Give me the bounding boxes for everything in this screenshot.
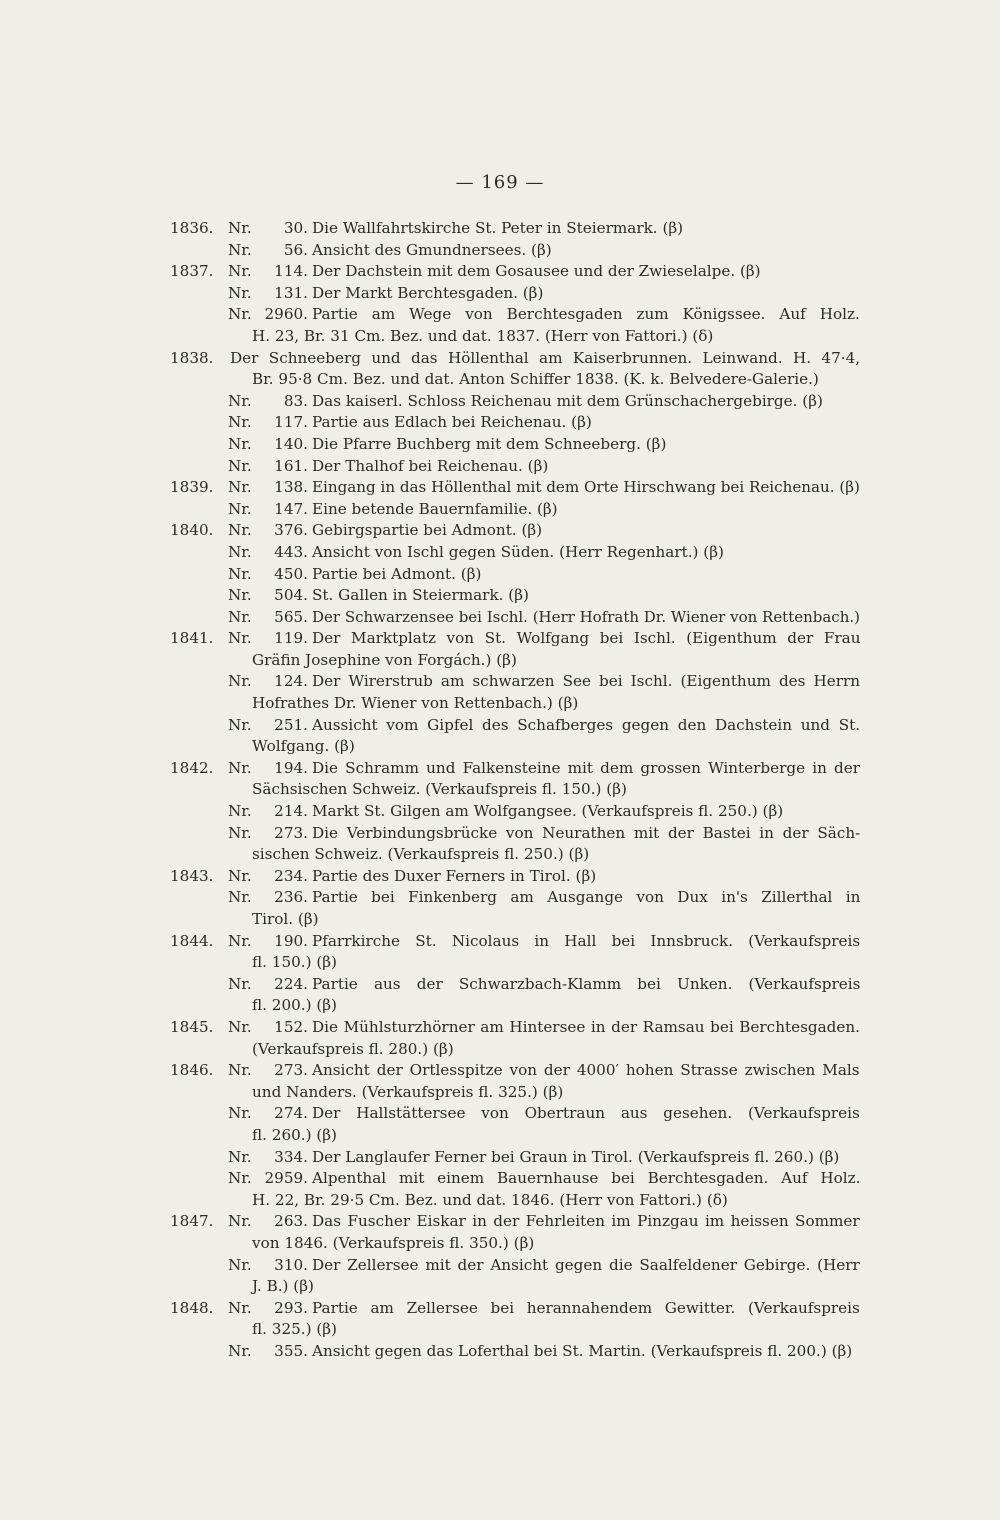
entry-nr-label: Nr. [228,240,252,259]
entry-nr-label: Nr. [228,672,252,691]
entry-number: 263. [274,1212,308,1231]
entry-nr-label: Nr. [228,1017,252,1036]
entry-text-line: Sächsischen Schweiz. (Verkaufspreis fl. 150.) (β) [252,780,627,799]
entry-nr-label: Nr. [228,564,252,583]
entry-nr-label: Nr. [228,1341,252,1360]
entry-number: 355. [274,1341,308,1360]
entry-nr-label: Nr. [228,305,252,324]
entry-number: 214. [274,802,308,821]
entry-number: 234. [274,866,308,885]
entry-text-line: Der Hallstättersee von Obertraun aus gesehen. (Verkaufspreis [312,1104,860,1123]
entry-nr-label: Nr. [228,391,252,410]
catalogue-entry [170,628,860,671]
entry-year: 1838. [170,348,214,367]
entry-nr-label: Nr. [228,931,252,950]
entry-text-line: Aussicht vom Gipfel des Schafberges gegen den Dachstein und St. [312,715,861,734]
entry-nr-label: Nr. [228,1212,252,1231]
catalogue-entry [170,240,860,262]
catalogue-entry [170,520,860,542]
entry-text-line: Ansicht gegen das Loferthal bei St. Martin. (Verkaufspreis fl. 200.) (β) [312,1341,853,1360]
entry-text-line: fl. 325.) (β) [252,1320,337,1339]
entry-number: 274. [274,1104,308,1123]
entry-nr-label: Nr. [228,802,252,821]
catalogue-entry [170,477,860,499]
entry-number: 273. [274,823,308,842]
entry-year: 1841. [170,629,214,648]
entry-number: 224. [274,974,308,993]
page-number: — 169 — [455,172,545,193]
entry-nr-label: Nr. [228,1169,252,1188]
entry-number: 30. [283,219,308,237]
catalogue-entry [170,1298,860,1341]
entry-number: 310. [274,1255,308,1274]
entry-text-line: Das kaiserl. Schloss Reichenau mit dem Grünschachergebirge. (β) [312,391,823,410]
entry-nr-label: Nr. [228,478,252,497]
catalogue-entry [170,585,860,607]
entry-text-line: Der Markt Berchtesgaden. (β) [312,283,544,302]
entry-text-line: Partie aus Edlach bei Reichenau. (β) [312,413,592,432]
catalogue-entry [170,304,860,347]
entry-text-line: von 1846. (Verkaufspreis fl. 350.) (β) [252,1233,535,1252]
entry-text-line: Die Schramm und Falkensteine mit dem grossen Winterberge in der [312,758,861,777]
catalogue-entry [170,434,860,456]
entry-text-line: J. B.) (β) [252,1277,314,1296]
entry-number: 161. [274,456,308,475]
entry-nr-label: Nr. [228,715,252,734]
catalogue-entry [170,823,860,866]
entry-text-line: fl. 200.) (β) [252,996,337,1015]
entry-text-line: Partie bei Finkenberg am Ausgange von Dux in's Zillerthal in [312,888,861,907]
entry-nr-label: Nr. [228,866,252,885]
catalogue-entry [170,866,860,888]
entry-number: 152. [274,1017,308,1036]
entry-nr-label: Nr. [228,758,252,777]
entry-text-line: Der Dachstein mit dem Gosausee und der Zwieselalpe. (β) [312,262,761,281]
entry-number: 114. [274,262,308,281]
entry-nr-label: Nr. [228,974,252,993]
catalogue-entry [170,671,860,714]
entry-text-line: H. 22, Br. 29·5 Cm. Bez. und dat. 1846. (Herr von Fattori.) (δ) [252,1190,728,1209]
entry-text-line: Der Wirerstrub am schwarzen See bei Ischl. (Eigenthum des Herrn [312,672,861,691]
entry-text-line: Der Langlaufer Ferner bei Graun in Tirol. (Verkaufspreis fl. 260.) (β) [312,1147,840,1166]
entry-number: 190. [274,931,308,950]
entry-number: 376. [274,521,308,540]
entry-text-line: Die Mühlsturzhörner am Hintersee in der Ramsau bei Berchtesgaden. [312,1017,860,1036]
catalogue-entry [170,1060,860,1103]
entry-nr-label: Nr. [228,219,252,237]
entry-number: 504. [274,586,308,605]
catalogue-entry [170,1103,860,1146]
entry-number: 138. [274,478,308,497]
catalogue-entry [170,974,860,1017]
entry-text-line: Hofrathes Dr. Wiener von Rettenbach.) (β) [252,694,579,713]
entry-text-line: Eingang in das Höllenthal mit dem Orte Hirschwang bei Reichenau. (β) [312,478,860,497]
entry-year: 1847. [170,1212,214,1231]
entry-text-line: Ansicht von Ischl gegen Süden. (Herr Regenhart.) (β) [312,542,724,561]
catalogue-entry [170,218,860,240]
catalogue-entry [170,1211,860,1254]
entry-year: 1844. [170,931,214,950]
entry-nr-label: Nr. [228,586,252,605]
entry-text-line: Der Schwarzensee bei Ischl. (Herr Hofrath Dr. Wiener von Rettenbach.) [312,607,860,626]
catalogue-entry [170,542,860,564]
entry-number: 2959. [264,1169,308,1188]
entry-text-line: Partie bei Admont. (β) [312,564,482,583]
entry-text-line: Markt St. Gilgen am Wolfgangsee. (Verkaufspreis fl. 250.) (β) [312,802,784,821]
entry-number: 56. [283,240,308,259]
entry-number: 140. [274,434,308,453]
entry-text-line: fl. 150.) (β) [252,953,337,972]
entry-text-line: Der Marktplatz von St. Wolfgang bei Ischl. (Eigenthum der Frau [312,629,861,648]
entry-text-line: St. Gallen in Steiermark. (β) [312,586,529,605]
entry-text-line: Der Zellersee mit der Ansicht gegen die Saalfeldener Gebirge. (Herr [312,1255,860,1274]
entry-nr-label: Nr. [228,499,252,518]
catalogue-entry [170,715,860,758]
catalogue-entry [170,261,860,283]
entry-number: 443. [274,542,308,561]
entry-year: 1842. [170,758,214,777]
catalogue-entry [170,1341,860,1363]
catalogue-entry [170,607,860,629]
catalogue-entry [170,456,860,478]
entry-text-line: sischen Schweiz. (Verkaufspreis fl. 250.) (β) [252,845,590,864]
entry-number: 565. [274,607,308,626]
entry-year: 1845. [170,1017,214,1036]
catalogue-entry [170,564,860,586]
entry-nr-label: Nr. [228,888,252,907]
entry-nr-label: Nr. [228,1061,252,1080]
entry-number: 124. [274,672,308,691]
entry-nr-label: Nr. [228,413,252,432]
catalogue-entry [170,1147,860,1169]
entry-number: 119. [274,629,308,648]
catalogue-entry [170,1255,860,1298]
catalogue-entry [170,801,860,823]
entry-text-line: Der Schneeberg und das Höllenthal am Kaiserbrunnen. Leinwand. H. 47·4, [230,348,861,367]
catalogue-entry [170,1168,860,1211]
entry-number: 117. [274,413,308,432]
entry-nr-label: Nr. [228,456,252,475]
entry-nr-label: Nr. [228,434,252,453]
entry-text-line: Der Thalhof bei Reichenau. (β) [312,456,549,475]
catalogue-entry [170,931,860,974]
entry-text-line: Die Wallfahrtskirche St. Peter in Steiermark. (β) [312,219,684,237]
entry-number: 273. [274,1061,308,1080]
catalogue-entry [170,412,860,434]
entry-text-line: Pfarrkirche St. Nicolaus in Hall bei Innsbruck. (Verkaufspreis [312,931,861,950]
entry-nr-label: Nr. [228,521,252,540]
entry-nr-label: Nr. [228,823,252,842]
entry-year: 1846. [170,1061,214,1080]
entry-text-line: Partie am Zellersee bei herannahendem Gewitter. (Verkaufspreis [312,1298,860,1317]
entry-text-line: Gräfin Josephine von Forgách.) (β) [252,650,517,669]
catalogue-entry [170,348,860,391]
entry-year: 1840. [170,521,214,540]
entry-nr-label: Nr. [228,629,252,648]
entry-text-line: und Nanders. (Verkaufspreis fl. 325.) (β) [252,1082,564,1101]
entry-text-line: fl. 260.) (β) [252,1125,337,1144]
catalogue-entry [170,283,860,305]
entry-year: 1839. [170,478,214,497]
entry-nr-label: Nr. [228,1298,252,1317]
entry-text-line: Tirol. (β) [252,910,319,928]
entry-list [170,218,860,1362]
entry-nr-label: Nr. [228,607,252,626]
entry-text-line: Das Fuscher Eiskar in der Fehrleiten im Pinzgau im heissen Sommer [312,1212,860,1231]
entry-text-line: Ansicht der Ortlesspitze von der 4000′ hohen Strasse zwischen Mals [312,1061,860,1080]
entry-text-line: Ansicht des Gmundnersees. (β) [312,240,552,259]
catalogue-entry [170,499,860,521]
entry-nr-label: Nr. [228,283,252,302]
entry-text-line: (Verkaufspreis fl. 280.) (β) [252,1039,454,1058]
catalogue-entry [170,1017,860,1060]
entry-number: 236. [274,888,308,907]
entry-number: 293. [274,1298,308,1317]
entry-number: 194. [274,758,308,777]
entry-number: 2960. [264,305,308,324]
entry-text-line: Br. 95·8 Cm. Bez. und dat. Anton Schiffer 1838. (K. k. Belvedere-Galerie.) [252,370,819,389]
entry-number: 131. [274,283,308,302]
entry-text-line: Partie des Duxer Ferners in Tirol. (β) [312,866,597,885]
entry-text-line: H. 23, Br. 31 Cm. Bez. und dat. 1837. (Herr von Fattori.) (δ) [252,326,714,345]
entry-year: 1848. [170,1298,214,1317]
entry-nr-label: Nr. [228,1104,252,1123]
entry-number: 450. [274,564,308,583]
entry-nr-label: Nr. [228,262,252,281]
entry-number: 83. [283,391,308,410]
entry-nr-label: Nr. [228,542,252,561]
entry-text-line: Partie aus der Schwarzbach-Klamm bei Unken. (Verkaufspreis [312,974,861,993]
entry-text-line: Wolfgang. (β) [252,737,355,756]
entry-year: 1843. [170,866,214,885]
entry-text-line: Alpenthal mit einem Bauernhause bei Berchtesgaden. Auf Holz. [312,1169,861,1188]
entry-number: 334. [274,1147,308,1166]
entry-number: 147. [274,499,308,518]
catalogue-entry [170,887,860,930]
entry-text-line: Gebirgspartie bei Admont. (β) [312,521,543,540]
entry-year: 1836. [170,219,214,237]
catalogue-entry [170,391,860,413]
entry-text-line: Die Pfarre Buchberg mit dem Schneeberg. (β) [312,434,667,453]
entry-nr-label: Nr. [228,1255,252,1274]
entry-text-line: Eine betende Bauernfamilie. (β) [312,499,558,518]
entry-text-line: Die Verbindungsbrücke von Neurathen mit der Bastei in der Säch- [312,823,861,842]
catalogue-entry [170,758,860,801]
entry-text-line: Partie am Wege von Berchtesgaden zum Königssee. Auf Holz. [312,305,860,324]
entry-number: 251. [274,715,308,734]
entry-year: 1837. [170,262,214,281]
entry-nr-label: Nr. [228,1147,252,1166]
